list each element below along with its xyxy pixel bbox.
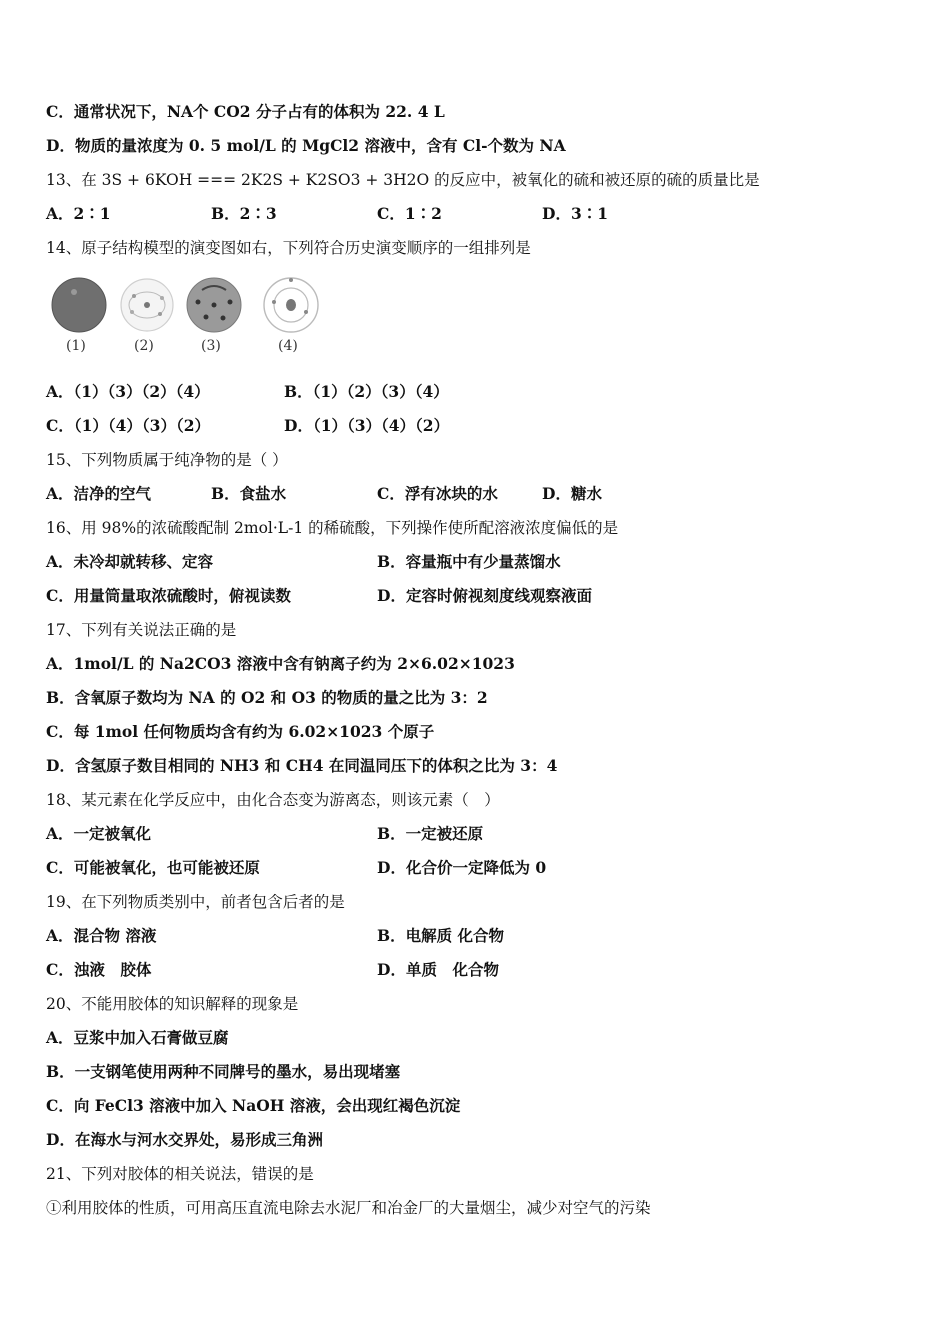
q16-option-c: C．用量筒量取浓硫酸时，俯视读数 <box>46 586 291 605</box>
atomic-models-illustration <box>48 272 338 336</box>
q16-option-b: B．容量瓶中有少量蒸馏水 <box>377 552 561 571</box>
q13-stem: 13、在 3S + 6KOH === 2K2S + K2SO3 + 3H2O 的反应中，被氧化的硫和被还原的硫的质量比是 <box>46 171 760 189</box>
atomic-model-figure <box>48 272 338 362</box>
q15-options <box>46 484 646 504</box>
q19-option-c: C．浊液 胶体 <box>46 960 152 979</box>
q18-option-d: D．化合价一定降低为 0 <box>377 858 547 877</box>
q19-option-b: B．电解质 化合物 <box>377 926 504 945</box>
q14-options-row1 <box>46 382 646 402</box>
q19-option-a: A．混合物 溶液 <box>46 926 157 945</box>
q14-option-d: D．（1）（3）（4）（2） <box>284 416 450 435</box>
q14-option-b: B．（1）（2）（3）（4） <box>284 382 449 401</box>
q13-option-b: B．2∶3 <box>211 204 277 223</box>
q14-option-c: C．（1）（4）（3）（2） <box>46 416 210 435</box>
q16-option-a: A．未冷却就转移、定容 <box>46 552 214 571</box>
q13-option-d: D．3∶1 <box>542 204 609 223</box>
q19-option-d: D．单质 化合物 <box>377 960 499 979</box>
q17-option-d: D．含氢原子数目相同的 NH3 和 CH4 在同温同压下的体积之比为 3：4 <box>46 756 558 775</box>
q15-option-b: B．食盐水 <box>211 484 287 503</box>
q17-stem: 17、下列有关说法正确的是 <box>46 621 237 639</box>
q18-options-row1 <box>46 824 746 844</box>
q16-options-row1 <box>46 552 746 572</box>
q20-option-c: C．向 FeCl3 溶液中加入 NaOH 溶液，会出现红褐色沉淀 <box>46 1096 461 1115</box>
q21-stem: 21、下列对胶体的相关说法，错误的是 <box>46 1165 314 1183</box>
model-4-caption: (4) <box>278 338 298 354</box>
q13-options <box>46 204 646 224</box>
q20-option-b: B．一支钢笔使用两种不同牌号的墨水，易出现堵塞 <box>46 1062 401 1081</box>
q18-option-c: C．可能被氧化，也可能被还原 <box>46 858 260 877</box>
model-3-caption: (3) <box>201 338 221 354</box>
q15-option-a: A．洁净的空气 <box>46 484 152 503</box>
q13-option-a: A．2∶1 <box>46 204 111 223</box>
q20-stem: 20、不能用胶体的知识解释的现象是 <box>46 995 299 1013</box>
q21-item-1: ①利用胶体的性质，可用高压直流电除去水泥厂和冶金厂的大量烟尘，减少对空气的污染 <box>46 1199 651 1217</box>
q12-option-d: D．物质的量浓度为 0. 5 mol/L 的 MgCl2 溶液中，含有 Cl-个数为 NA <box>46 136 566 155</box>
model-1-caption: (1) <box>66 338 86 354</box>
q19-stem: 19、在下列物质类别中，前者包含后者的是 <box>46 893 345 911</box>
q18-stem: 18、某元素在化学反应中，由化合态变为游离态，则该元素（ ） <box>46 791 500 809</box>
q17-option-c: C．每 1mol 任何物质均含有约为 6.02×1023 个原子 <box>46 722 435 741</box>
q14-option-a: A．（1）（3）（2）（4） <box>46 382 210 401</box>
q16-stem: 16、用 98%的浓硫酸配制 2mol·L-1 的稀硫酸，下列操作使所配溶液浓度偏低的是 <box>46 519 619 537</box>
q17-option-b: B．含氧原子数均为 NA 的 O2 和 O3 的物质的量之比为 3：2 <box>46 688 488 707</box>
q15-option-d: D．糖水 <box>542 484 602 503</box>
q17-option-a: A．1mol/L 的 Na2CO3 溶液中含有钠离子约为 2×6.02×1023 <box>46 654 515 673</box>
q15-stem: 15、下列物质属于纯净物的是（ ） <box>46 451 288 469</box>
q19-options-row1 <box>46 926 746 946</box>
q14-options-row2 <box>46 416 646 436</box>
q14-stem: 14、原子结构模型的演变图如右，下列符合历史演变顺序的一组排列是 <box>46 239 531 257</box>
q19-options-row2 <box>46 960 746 980</box>
q16-option-d: D．定容时俯视刻度线观察液面 <box>377 586 592 605</box>
q12-option-c: C．通常状况下，NA个 CO2 分子占有的体积为 22. 4 L <box>46 102 445 121</box>
q18-option-a: A．一定被氧化 <box>46 824 152 843</box>
q20-option-a: A．豆浆中加入石膏做豆腐 <box>46 1028 229 1047</box>
model-2-caption: (2) <box>134 338 154 354</box>
q15-option-c: C．浮有冰块的水 <box>377 484 498 503</box>
q20-option-d: D．在海水与河水交界处，易形成三角洲 <box>46 1130 323 1149</box>
q18-options-row2 <box>46 858 746 878</box>
q16-options-row2 <box>46 586 746 606</box>
q13-option-c: C．1∶2 <box>377 204 442 223</box>
q18-option-b: B．一定被还原 <box>377 824 484 843</box>
